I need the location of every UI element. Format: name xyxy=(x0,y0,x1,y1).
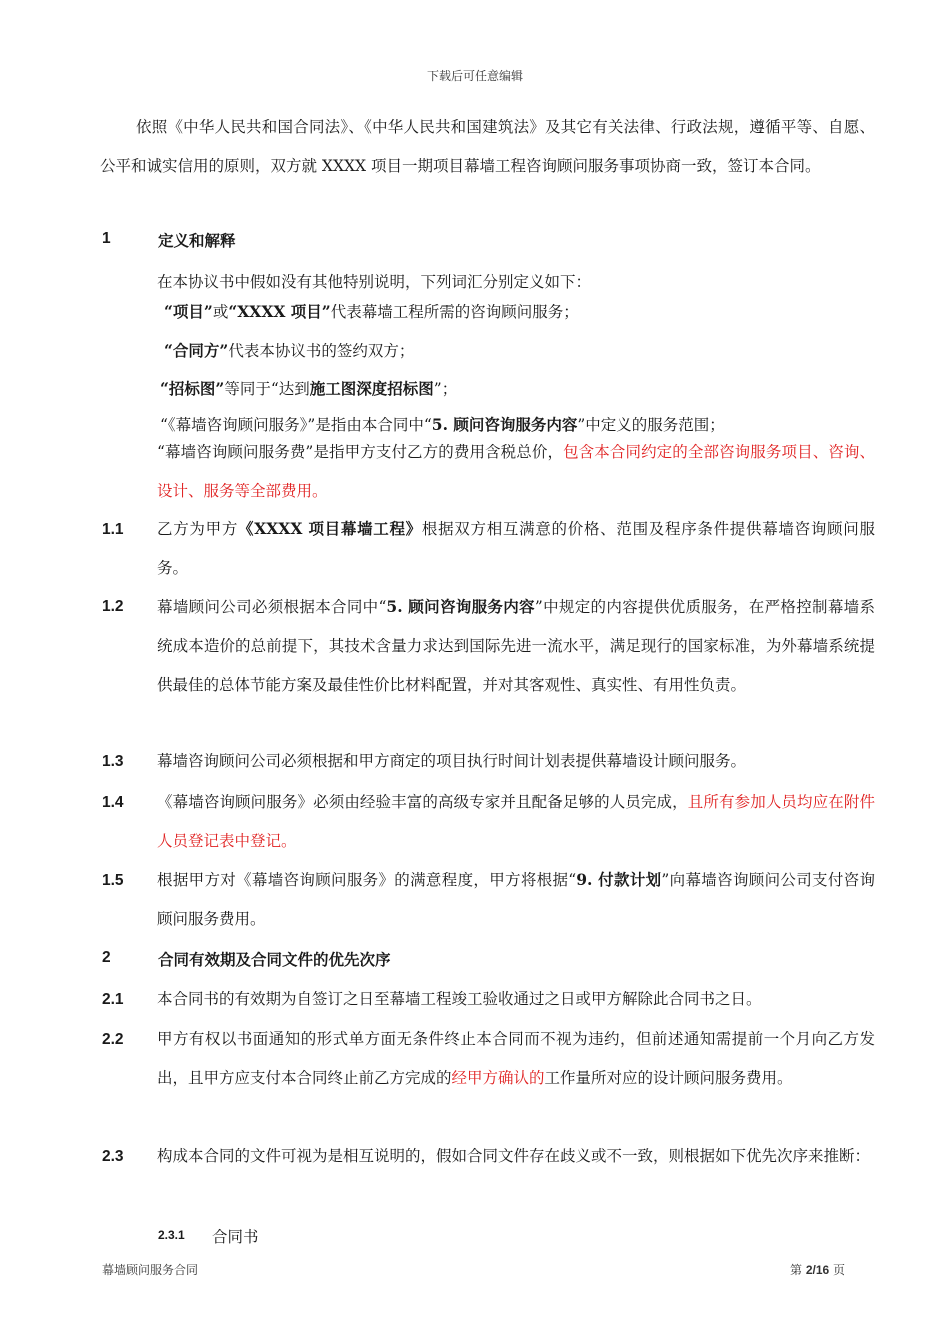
clause-1-4-highlight: 且所有参加人员均应在附件人员登记表中登记。 xyxy=(157,793,875,850)
term-party: “合同方” xyxy=(164,341,229,360)
clause-2-2-number: 2.2 xyxy=(102,1031,124,1048)
definition-fee-highlight: 包含本合同约定的全部咨询服务项目、咨询、设计、服务等全部费用。 xyxy=(157,443,875,500)
clause-2-1-text: 本合同书的有效期为自签订之日至幕墙工程竣工验收通过之日或甲方解除此合同书之日。 xyxy=(157,990,762,1008)
definition-project xyxy=(164,300,579,322)
clause-1-3-number: 1.3 xyxy=(102,753,124,770)
definitions-lead: 在本协议书中假如没有其他特别说明，下列词汇分别定义如下： xyxy=(157,273,592,291)
clause-1-5-number: 1.5 xyxy=(102,872,124,889)
clause-1-2-text-a: 幕墙顾问公司必须根据本合同中“ xyxy=(157,598,387,616)
definition-party xyxy=(164,339,414,361)
definition-bid-drawing-end: ”； xyxy=(433,380,458,398)
footer-page-number xyxy=(790,1261,845,1278)
clause-1-1-text-a: 乙方为甲方 xyxy=(157,520,239,538)
intro-text: 依照《中华人民共和国合同法》、《中华人民共和国建筑法》及其它有关法律、行政法规，遵循平等、自愿、公平和诚实信用的原则，双方就 XXXX 项目一期项目幕墙工程咨询顾问服务事项协商一致，签订本合同。 xyxy=(100,118,875,175)
clause-2-2-highlight: 经甲方确认的 xyxy=(451,1068,545,1087)
definition-fee xyxy=(157,433,875,511)
footer-page-prefix: 第 xyxy=(790,1263,806,1277)
footer-page-suffix: 页 xyxy=(829,1263,846,1277)
definition-bid-drawing-text: 等同于“达到 xyxy=(224,380,310,398)
clause-1-3 xyxy=(157,742,875,781)
term-bid-drawing: “招标图” xyxy=(160,379,225,398)
clause-1-5-text-a: 根据甲方对《幕墙咨询顾问服务》的满意程度，甲方将根据“ xyxy=(157,871,577,889)
term-xxxx-project: “XXXX 项目” xyxy=(228,302,331,321)
clause-1-2-ref: 5. 顾问咨询服务内容 xyxy=(386,597,535,616)
ref-service-content: 5. 顾问咨询服务内容 xyxy=(431,415,578,434)
intro-paragraph xyxy=(100,108,875,185)
footer-title: 幕墙顾问服务合同 xyxy=(102,1263,199,1277)
clause-1-1 xyxy=(157,510,875,588)
clause-1-4-text: 《幕墙咨询顾问服务》必须由经验丰富的高级专家并且配备足够的人员完成， xyxy=(157,793,688,811)
definition-connector: 或 xyxy=(212,303,229,321)
clause-2-3-number: 2.3 xyxy=(102,1148,124,1165)
clause-2-2-text-a: 甲方有权以书面通知的形式单方面无条件终止本合同而不视为违约，但前述通知需提前一个月向乙方发出，且甲方应支付本合同终止前乙方完成的 xyxy=(157,1030,875,1087)
clause-1-2-number: 1.2 xyxy=(102,598,124,615)
term-construction-depth-drawing: 施工图深度招标图 xyxy=(309,379,434,398)
clause-2-2-text-c: 工作量所对应的设计顾问服务费用。 xyxy=(544,1068,793,1087)
clause-1-1-project-name: 《XXXX 项目幕墙工程》 xyxy=(238,519,422,538)
clause-2-3 xyxy=(157,1137,875,1176)
clause-2-2 xyxy=(157,1020,875,1098)
section-1-title: 定义和解释 xyxy=(158,231,236,250)
definition-project-text: 代表幕墙工程所需的咨询顾问服务； xyxy=(330,303,579,321)
clause-2-3-text: 构成本合同的文件可视为是相互说明的，假如合同文件存在歧义或不一致，则根据如下优先次序来推断： xyxy=(157,1147,871,1165)
clause-1-5 xyxy=(157,861,875,939)
clause-1-2 xyxy=(157,588,875,704)
definition-fee-text: “幕墙咨询顾问服务费”是指甲方支付乙方的费用含税总价， xyxy=(157,443,564,461)
clause-2-3-1-text: 合同书 xyxy=(212,1228,259,1246)
definition-bid-drawing xyxy=(160,377,457,399)
clause-2-1-number: 2.1 xyxy=(102,991,124,1008)
term-project: “项目” xyxy=(164,302,213,321)
clause-1-1-text-c: 根据双方相互满意的价格、范围及程序条件提供幕墙咨询顾问服务。 xyxy=(157,520,875,577)
clause-2-1 xyxy=(157,980,875,1019)
clause-1-3-text: 幕墙咨询顾问公司必须根据和甲方商定的项目执行时间计划表提供幕墙设计顾问服务。 xyxy=(157,752,747,770)
footer-page-value: 2/16 xyxy=(805,1263,830,1277)
clause-1-5-text-c: ”向幕墙咨询顾问公司支付咨询顾问服务费用。 xyxy=(157,871,875,928)
clause-1-4 xyxy=(157,783,875,861)
clause-2-3-1-number: 2.3.1 xyxy=(158,1228,185,1242)
definition-party-text: 代表本协议书的签约双方； xyxy=(228,342,415,360)
section-2-number: 2 xyxy=(102,949,111,966)
section-1-number: 1 xyxy=(102,230,111,247)
clause-1-2-text-c: ”中规定的内容提供优质服务，在严格控制幕墙系统成本造价的总前提下，其技术含量力求达到国际先进一流水平，满足现行的国家标准，为外幕墙系统提供最佳的总体节能方案及最佳性价比材料配置，并对其客观性、真实性、有用性负责。 xyxy=(157,598,875,694)
definition-service-text: “《幕墙咨询顾问服务》”是指由本合同中“ xyxy=(160,416,432,434)
definition-service-end: ”中定义的服务范围； xyxy=(577,416,725,434)
section-2-title: 合同有效期及合同文件的优先次序 xyxy=(158,950,391,969)
definition-service xyxy=(160,413,725,435)
clause-1-5-ref: 9. 付款计划 xyxy=(576,870,662,889)
clause-1-1-number: 1.1 xyxy=(102,521,124,538)
page-header: 下载后可任意编辑 xyxy=(426,69,523,83)
clause-1-4-number: 1.4 xyxy=(102,794,124,811)
